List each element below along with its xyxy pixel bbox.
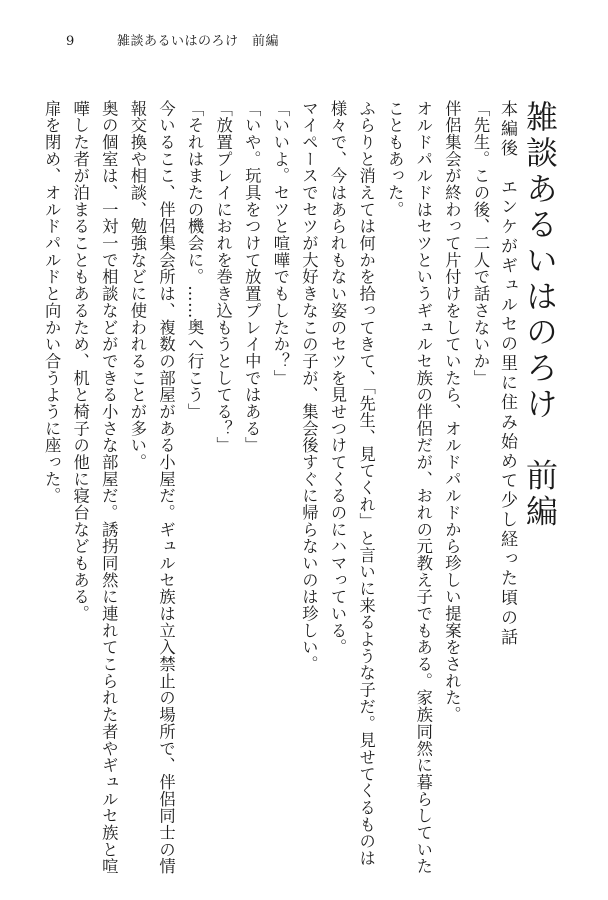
running-head: 雑談あるいはのろけ 前編 [117, 34, 280, 49]
chapter-title: 雑談あるいはのろけ 前編 [521, 100, 559, 531]
paragraph: 「それはまたの機会に。……奥へ行こう」 [185, 100, 205, 420]
paragraph: 「先生。この後、二人で話さないか」 [471, 100, 490, 387]
page-header [0, 0, 608, 60]
paragraph: ふらりと消えては何かを拾ってきて、「先生、見てくれ」と言いに来るような子だ。見せてくるものは様々で、今はあられもない姿のセツを見せつけてくるのにハマっている。 [328, 100, 376, 867]
vertical-text-body [42, 100, 560, 880]
paragraph: オルドパルドはセツというギュルセ族の伴侶だが、おれの元教え子でもある。家族同然に暮らしていたこともあった。 [385, 100, 433, 875]
paragraph: 扉を閉め、オルドパルドと向かい合うように座った。 [42, 100, 62, 505]
paragraph: 奥の個室は、一対一で相談などができる小さな部屋だ。誘拐同然に連れてこられた者やギュルセ族と喧嘩した者が泊まることもあるため、机と椅子の他に寝台などもある。 [70, 100, 119, 875]
chapter-subtitle: 本編後 エンケがギュルセの里に住み始めて少し経った頃の話 [497, 100, 517, 648]
page-number: 9 [66, 34, 75, 49]
paragraph: 「いや。玩具をつけて放置プレイ中ではある」 [242, 100, 262, 454]
paragraph: 「放置プレイにおれを巻き込もうとしてる？」 [213, 100, 233, 454]
paragraph: 「いいよ。セツと喧嘩でもしたか？」 [270, 100, 290, 387]
paragraph: 今いるここ、伴侶集会所は、複数の部屋がある小屋だ。ギュルセ族は立入禁止の場所で、伴侶同士の情報交換や相談、勉強などに使われることが多い。 [127, 100, 176, 875]
paragraph: 伴侶集会が終わって片付けをしていたら、オルドパルドから珍しい提案をされた。 [442, 100, 462, 724]
paragraph: マイペースでセツが大好きなこの子が、集会後すぐに帰らないのは珍しい。 [299, 100, 319, 673]
